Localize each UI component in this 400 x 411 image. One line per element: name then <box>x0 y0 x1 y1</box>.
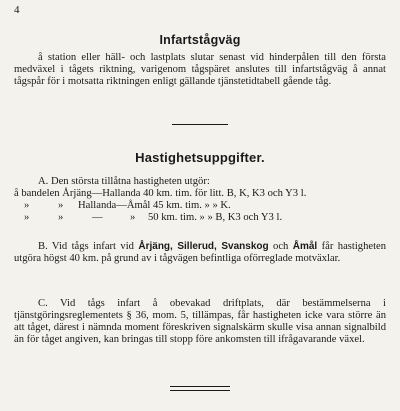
paragraph-text: å station eller häll- och lastplats slutar senast vid hinderpålen till den första medväxel i tågets riktning, varigenom tågspäret anslutes till infartstågväg å annat tågspår för i motsatta riktningen enligt gällande tjänstetidtabell gående tåg. <box>14 52 386 87</box>
section-divider <box>172 124 228 125</box>
speed-line-3-ditto-1: » <box>24 212 30 223</box>
paragraph-infartstagvag <box>14 52 386 88</box>
section-title-infartstagvag: Infartstågväg <box>159 33 241 47</box>
speed-line-2: Hallanda—Åmål 45 km. tim. » » K. <box>78 200 231 211</box>
page-number: 4 <box>14 4 20 16</box>
paragraph-c <box>14 298 386 346</box>
section-title-hastighetsuppgifter: Hastighetsuppgifter. <box>135 150 265 165</box>
speed-line-2-ditto-1: » <box>24 200 30 211</box>
paragraph-b-och: och <box>273 241 289 252</box>
speed-line-3-dash: — <box>92 212 103 223</box>
speed-line-3-ditto-3: » <box>130 212 136 223</box>
paragraph-b-stations: Årjäng, Sillerud, Svanskog <box>138 241 269 252</box>
end-divider-bottom <box>170 390 230 391</box>
paragraph-b-station-last: Åmål <box>292 241 318 252</box>
speed-line-3: 50 km. tim. » » B, K3 och Y3 l. <box>148 212 283 223</box>
paragraph-c-text: C. Vid tågs infart å obevakad driftplats, där bestämmelserna i tjänstgöringsreglementets § 36, mom. 5, tillämpas, får hastigheten icke vara större än att tåget, därest i nämnda moment föreskriven signalskärm skulle visa annan signalbild än för tåget angiven, kan bringas till stopp före ankomsten till ifrågavarande växel. <box>14 298 386 345</box>
speed-intro: A. Den största tillåtna hastigheten utgör: <box>38 176 210 187</box>
speed-line-2-ditto-2: » <box>58 200 64 211</box>
speed-line-1: å bandelen Årjäng—Hallanda 40 km. tim. för litt. B, K, K3 och Y3 l. <box>14 188 307 199</box>
paragraph-b-rest: får hastigheten utgöra högst 40 km. på grund av i tågvägen befintliga oförreglade motväxlar. <box>14 241 387 264</box>
paragraph-b-pre: B. Vid tågs infart vid <box>38 241 134 252</box>
speed-line-3-ditto-2: » <box>58 212 64 223</box>
end-divider-top <box>170 386 230 387</box>
paragraph-b <box>14 241 386 265</box>
